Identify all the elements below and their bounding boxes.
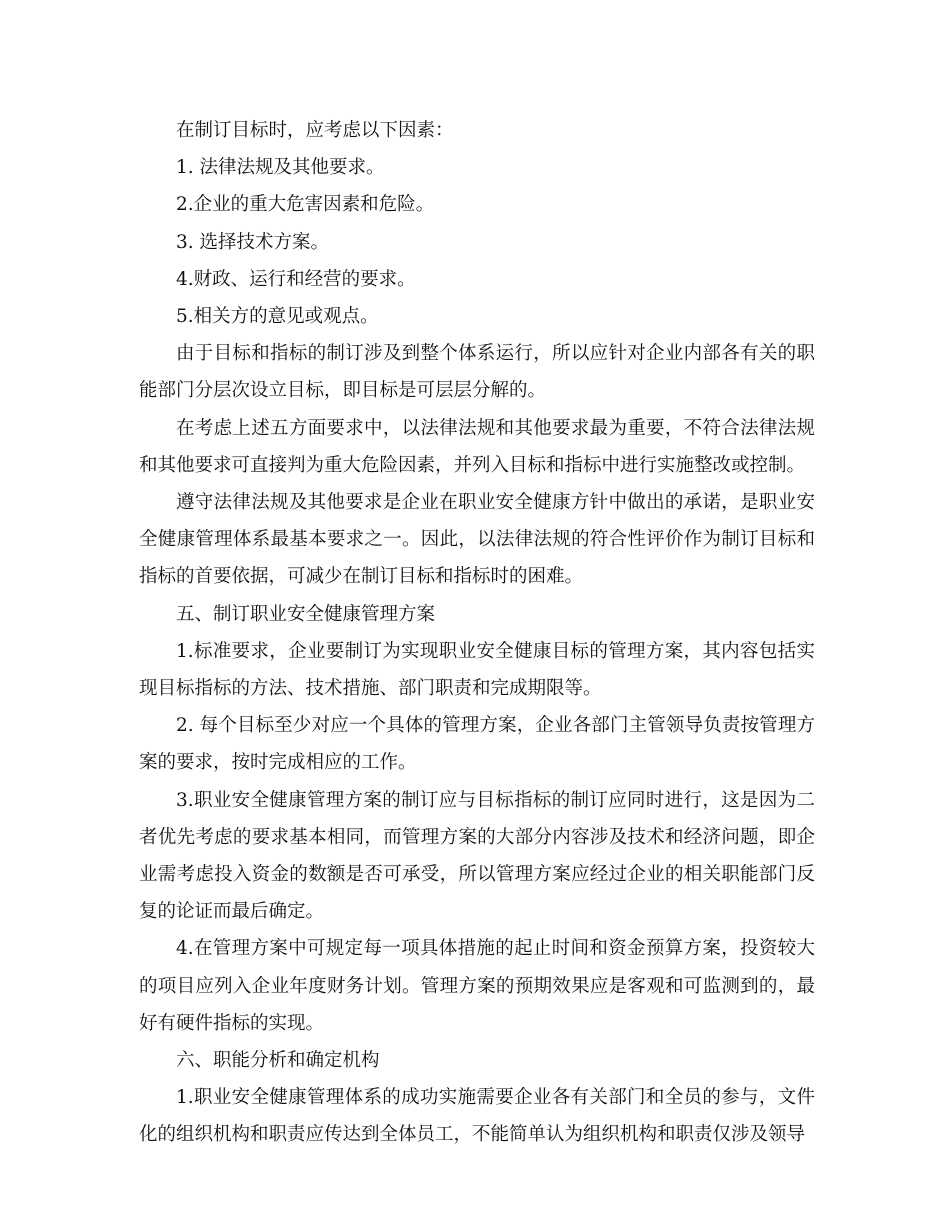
paragraph-compliance-commitment: 遵守法律法规及其他要求是企业在职业安全健康方针中做出的承诺，是职业安全健康管理体系最基本要求之一。因此，以法律法规的符合性评价作为制订目标和指标的首要依据，可减少在制订目标和指标时的困难。	[139, 492, 815, 588]
list-item-3: 3. 选择技术方案。	[176, 231, 330, 253]
paragraph-legal-priority: 在考虑上述五方面要求中，以法律法规和其他要求最为重要，不符合法律法规和其他要求可直接判为重大危险因素，并列入目标和指标中进行实施整改或控制。	[139, 417, 815, 476]
section-heading-5: 五、制订职业安全健康管理方案	[176, 603, 436, 625]
section5-item-2: 2. 每个目标至少对应一个具体的管理方案，企业各部门主管领导负责按管理方案的要求，按时完成相应的工作。	[139, 715, 815, 774]
section-heading-6: 六、职能分析和确定机构	[176, 1050, 380, 1072]
list-item-4: 4.财政、运行和经营的要求。	[176, 268, 416, 290]
list-item-5: 5.相关方的意见或观点。	[176, 306, 379, 328]
list-item-2: 2.企业的重大危害因素和危险。	[176, 194, 435, 216]
paragraph-intro: 在制订目标时，应考虑以下因素：	[176, 120, 454, 141]
section5-item-4: 4.在管理方案中可规定每一项具体措施的起止时间和资金预算方案，投资较大的项目应列入企业年度财务计划。管理方案的预期效果应是客观和可监测到的，最好有硬件指标的实现。	[139, 938, 815, 1034]
document-body	[139, 112, 815, 1154]
section5-item-1: 1.标准要求，企业要制订为实现职业安全健康目标的管理方案，其内容包括实现目标指标的方法、技术措施、部门职责和完成期限等。	[139, 640, 815, 700]
section5-item-3: 3.职业安全健康管理方案的制订应与目标指标的制订应同时进行，这是因为二者优先考虑的要求基本相同，而管理方案的大部分内容涉及技术和经济问题，即企业需考虑投入资金的数额是否可承受，所以管理方案应经过企业的相关职能部门反复的论证而最后确定。	[139, 789, 815, 923]
list-item-1: 1. 法律法规及其他要求。	[176, 157, 385, 179]
paragraph-target-decomposition: 由于目标和指标的制订涉及到整个体系运行，所以应针对企业内部各有关的职能部门分层次设立目标，即目标是可层层分解的。	[139, 343, 815, 402]
section6-item-1: 1.职业安全健康管理体系的成功实施需要企业各有关部门和全员的参与，文件化的组织机构和职责应传达到全体员工，不能简单认为组织机构和职责仅涉及领导	[139, 1087, 815, 1146]
